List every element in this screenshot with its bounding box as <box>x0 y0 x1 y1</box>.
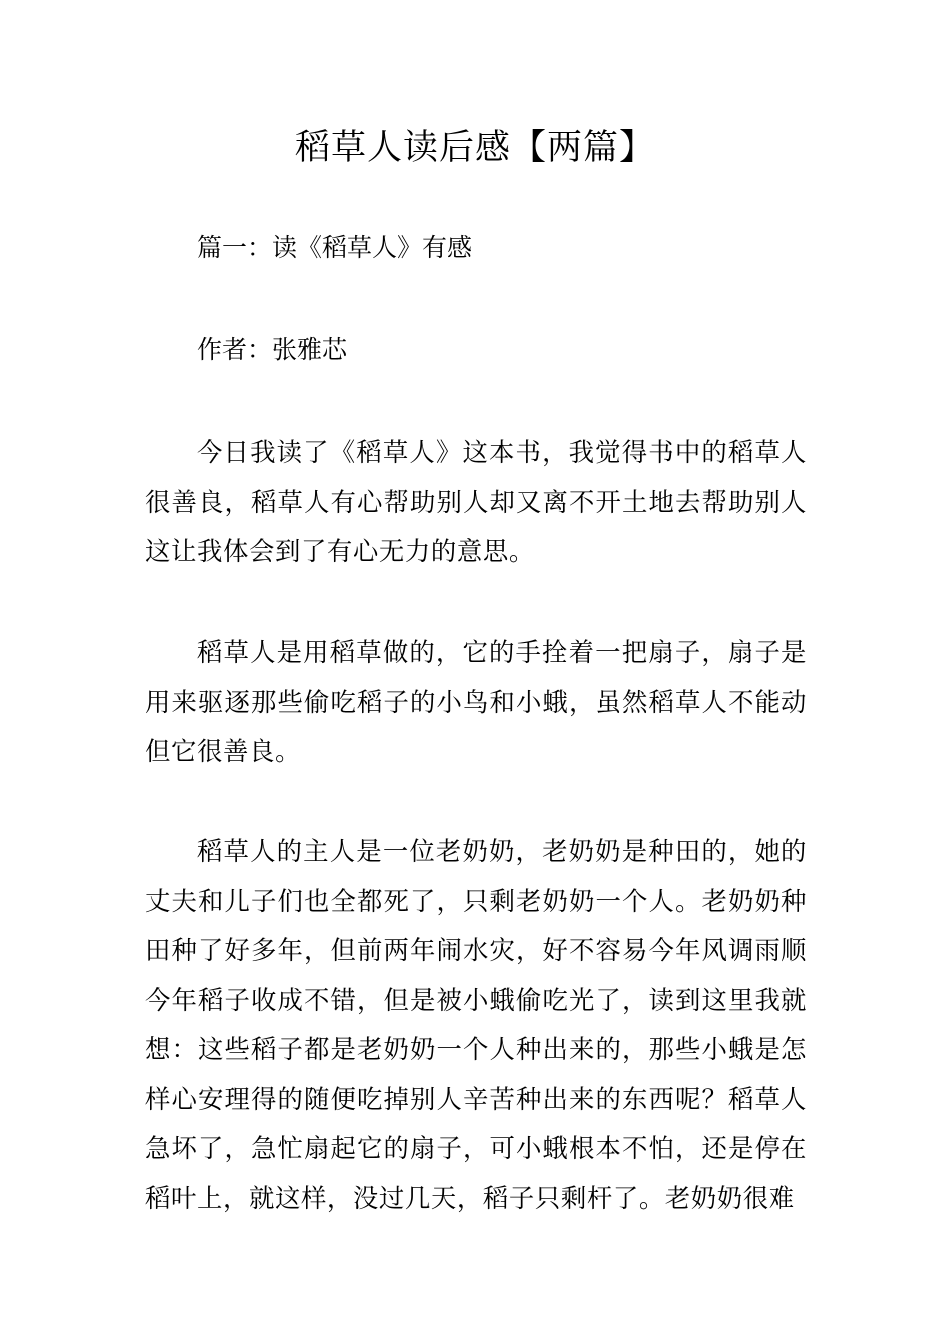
body-paragraph-3: 稻草人的主人是一位老奶奶，老奶奶是种田的，她的丈夫和儿子们也全都死了，只剩老奶奶一个人。老奶奶种田种了好多年，但前两年闹水灾，好不容易今年风调雨顺今年稻子收成不错，但是被小蛾偷吃光了，读到这里我就想：这些稻子都是老奶奶一个人种出来的，那些小蛾是怎样心安理得的随便吃掉别人辛苦种出来的东西呢？稻草人急坏了，急忙扇起它的扇子，可小蛾根本不怕，还是停在稻叶上，就这样，没过几天，稻子只剩杆了。老奶奶很难 <box>145 836 807 1213</box>
section-heading: 篇一：读《稻草人》有感 <box>197 233 473 262</box>
body-paragraph-1: 今日我读了《稻草人》这本书，我觉得书中的稻草人很善良，稻草人有心帮助别人却又离不开土地去帮助别人这让我体会到了有心无力的意思。 <box>145 437 807 566</box>
body-paragraph-2: 稻草人是用稻草做的，它的手拴着一把扇子，扇子是用来驱逐那些偷吃稻子的小鸟和小蛾，虽然稻草人不能动但它很善良。 <box>145 637 807 766</box>
author-line: 作者：张雅芯 <box>197 335 348 364</box>
document-title: 稻草人读后感【两篇】 <box>294 128 655 168</box>
